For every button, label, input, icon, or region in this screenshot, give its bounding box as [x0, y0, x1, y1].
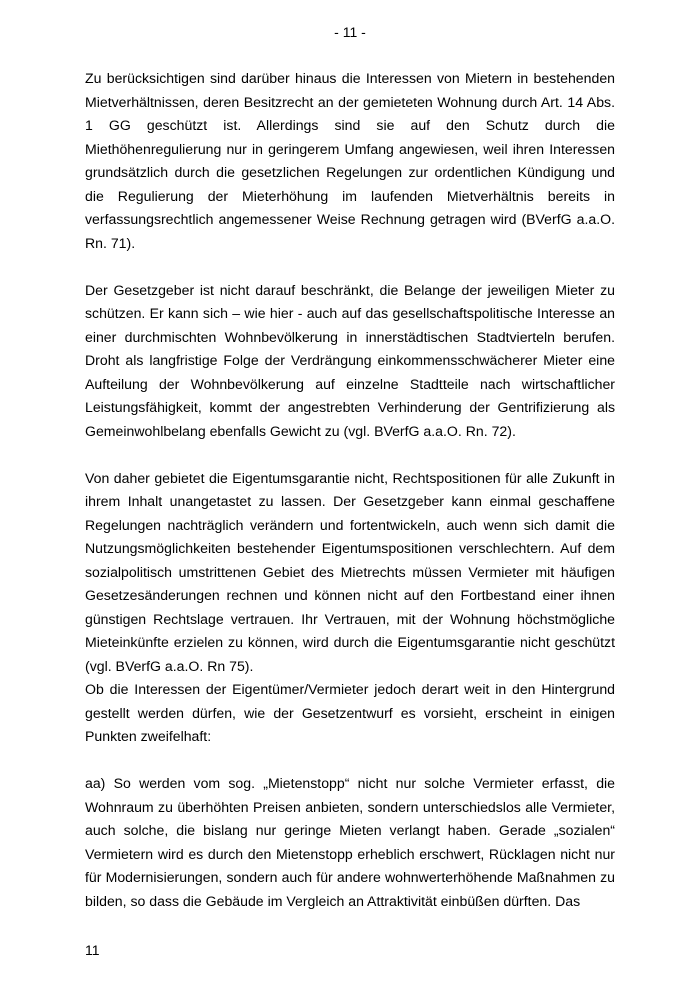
body-text — [85, 67, 615, 913]
paragraph-rent-freeze: aa) So werden vom sog. „Mietenstopp“ nicht nur solche Vermieter erfasst, die Wohnraum zu überhöhten Preisen anbieten, sondern unterschiedslos alle Vermieter, auch solche, die bislang nur geringe Mieten verlangt haben. Gerade „sozialen“ Vermietern wird es durch den Mietenstopp erheblich erschwert, Rücklagen nicht nur für Modernisierungen, sondern auch für andere wohnwerterhöhende Maßnahmen zu bilden, so dass die Gebäude im Vergleich an Attraktivität einbüßen dürften. Das — [85, 775, 615, 909]
page-header-number: - 11 - — [334, 24, 366, 40]
paragraph-tenant-interests: Zu berücksichtigen sind darüber hinaus die Interessen von Mietern in bestehenden Mietverhältnissen, deren Besitzrecht an der gemieteten Wohnung durch Art. 14 Abs. 1 GG geschützt ist. Allerdings sind sie auf den Schutz durch die Miethöhenregulierung nur in geringerem Umfang angewiesen, weil ihren Interessen grundsätzlich durch die gesetzlichen Regelungen zur ordentlichen Kündigung und die Regulierung der Mieterhöhung im laufenden Mietverhältnis bereits in verfassungsrechtlich angemessener Weise Rechnung getragen wird (BVerfG a.a.O. Rn. 71). — [85, 70, 615, 251]
paragraph-owner-interests: Ob die Interessen der Eigentümer/Vermieter jedoch derart weit in den Hintergrund gestellt werden dürfen, wie der Gesetzentwurf es vorsieht, erscheint in einigen Punkten zweifelhaft: — [85, 681, 615, 744]
paragraph-legislator-scope: Der Gesetzgeber ist nicht darauf beschränkt, die Belange der jeweiligen Mieter zu schützen. Er kann sich – wie hier - auch auf das gesellschaftspolitische Interesse an einer durchmischten Wohnbevölkerung in innerstädtischen Stadtvierteln berufen. Droht als langfristige Folge der Verdrängung einkommensschwächerer Mieter eine Aufteilung der Wohnbevölkerung auf einzelne Stadtteile nach wirtschaftlicher Leistungsfähigkeit, kommt der angestrebten Verhinderung der Gentrifizierung als Gemeinwohlbelang ebenfalls Gewicht zu (vgl. BVerfG a.a.O. Rn. 72). — [85, 281, 615, 439]
page-footer-number: 11 — [85, 942, 100, 958]
paragraph-property-guarantee: Von daher gebietet die Eigentumsgarantie nicht, Rechtspositionen für alle Zukunft in ihrem Inhalt unangetastet zu lassen. Der Gesetzgeber kann einmal geschaffene Regelungen nachträglich verändern und fortentwickeln, auch wenn sich damit die Nutzungsmöglichkeiten bestehender Eigentumspositionen verschlechtern. Auf dem sozialpolitisch umstrittenen Gebiet des Mietrechts müssen Vermieter mit häufigen Gesetzesänderungen rechnen und können nicht auf den Fortbestand einer ihnen günstigen Rechtslage vertrauen. Ihr Vertrauen, mit der Wohnung höchstmögliche Mieteinkünfte erzielen zu können, wird durch die Eigentumsgarantie nicht geschützt (vgl. BVerfG a.a.O. Rn 75). — [85, 469, 615, 674]
